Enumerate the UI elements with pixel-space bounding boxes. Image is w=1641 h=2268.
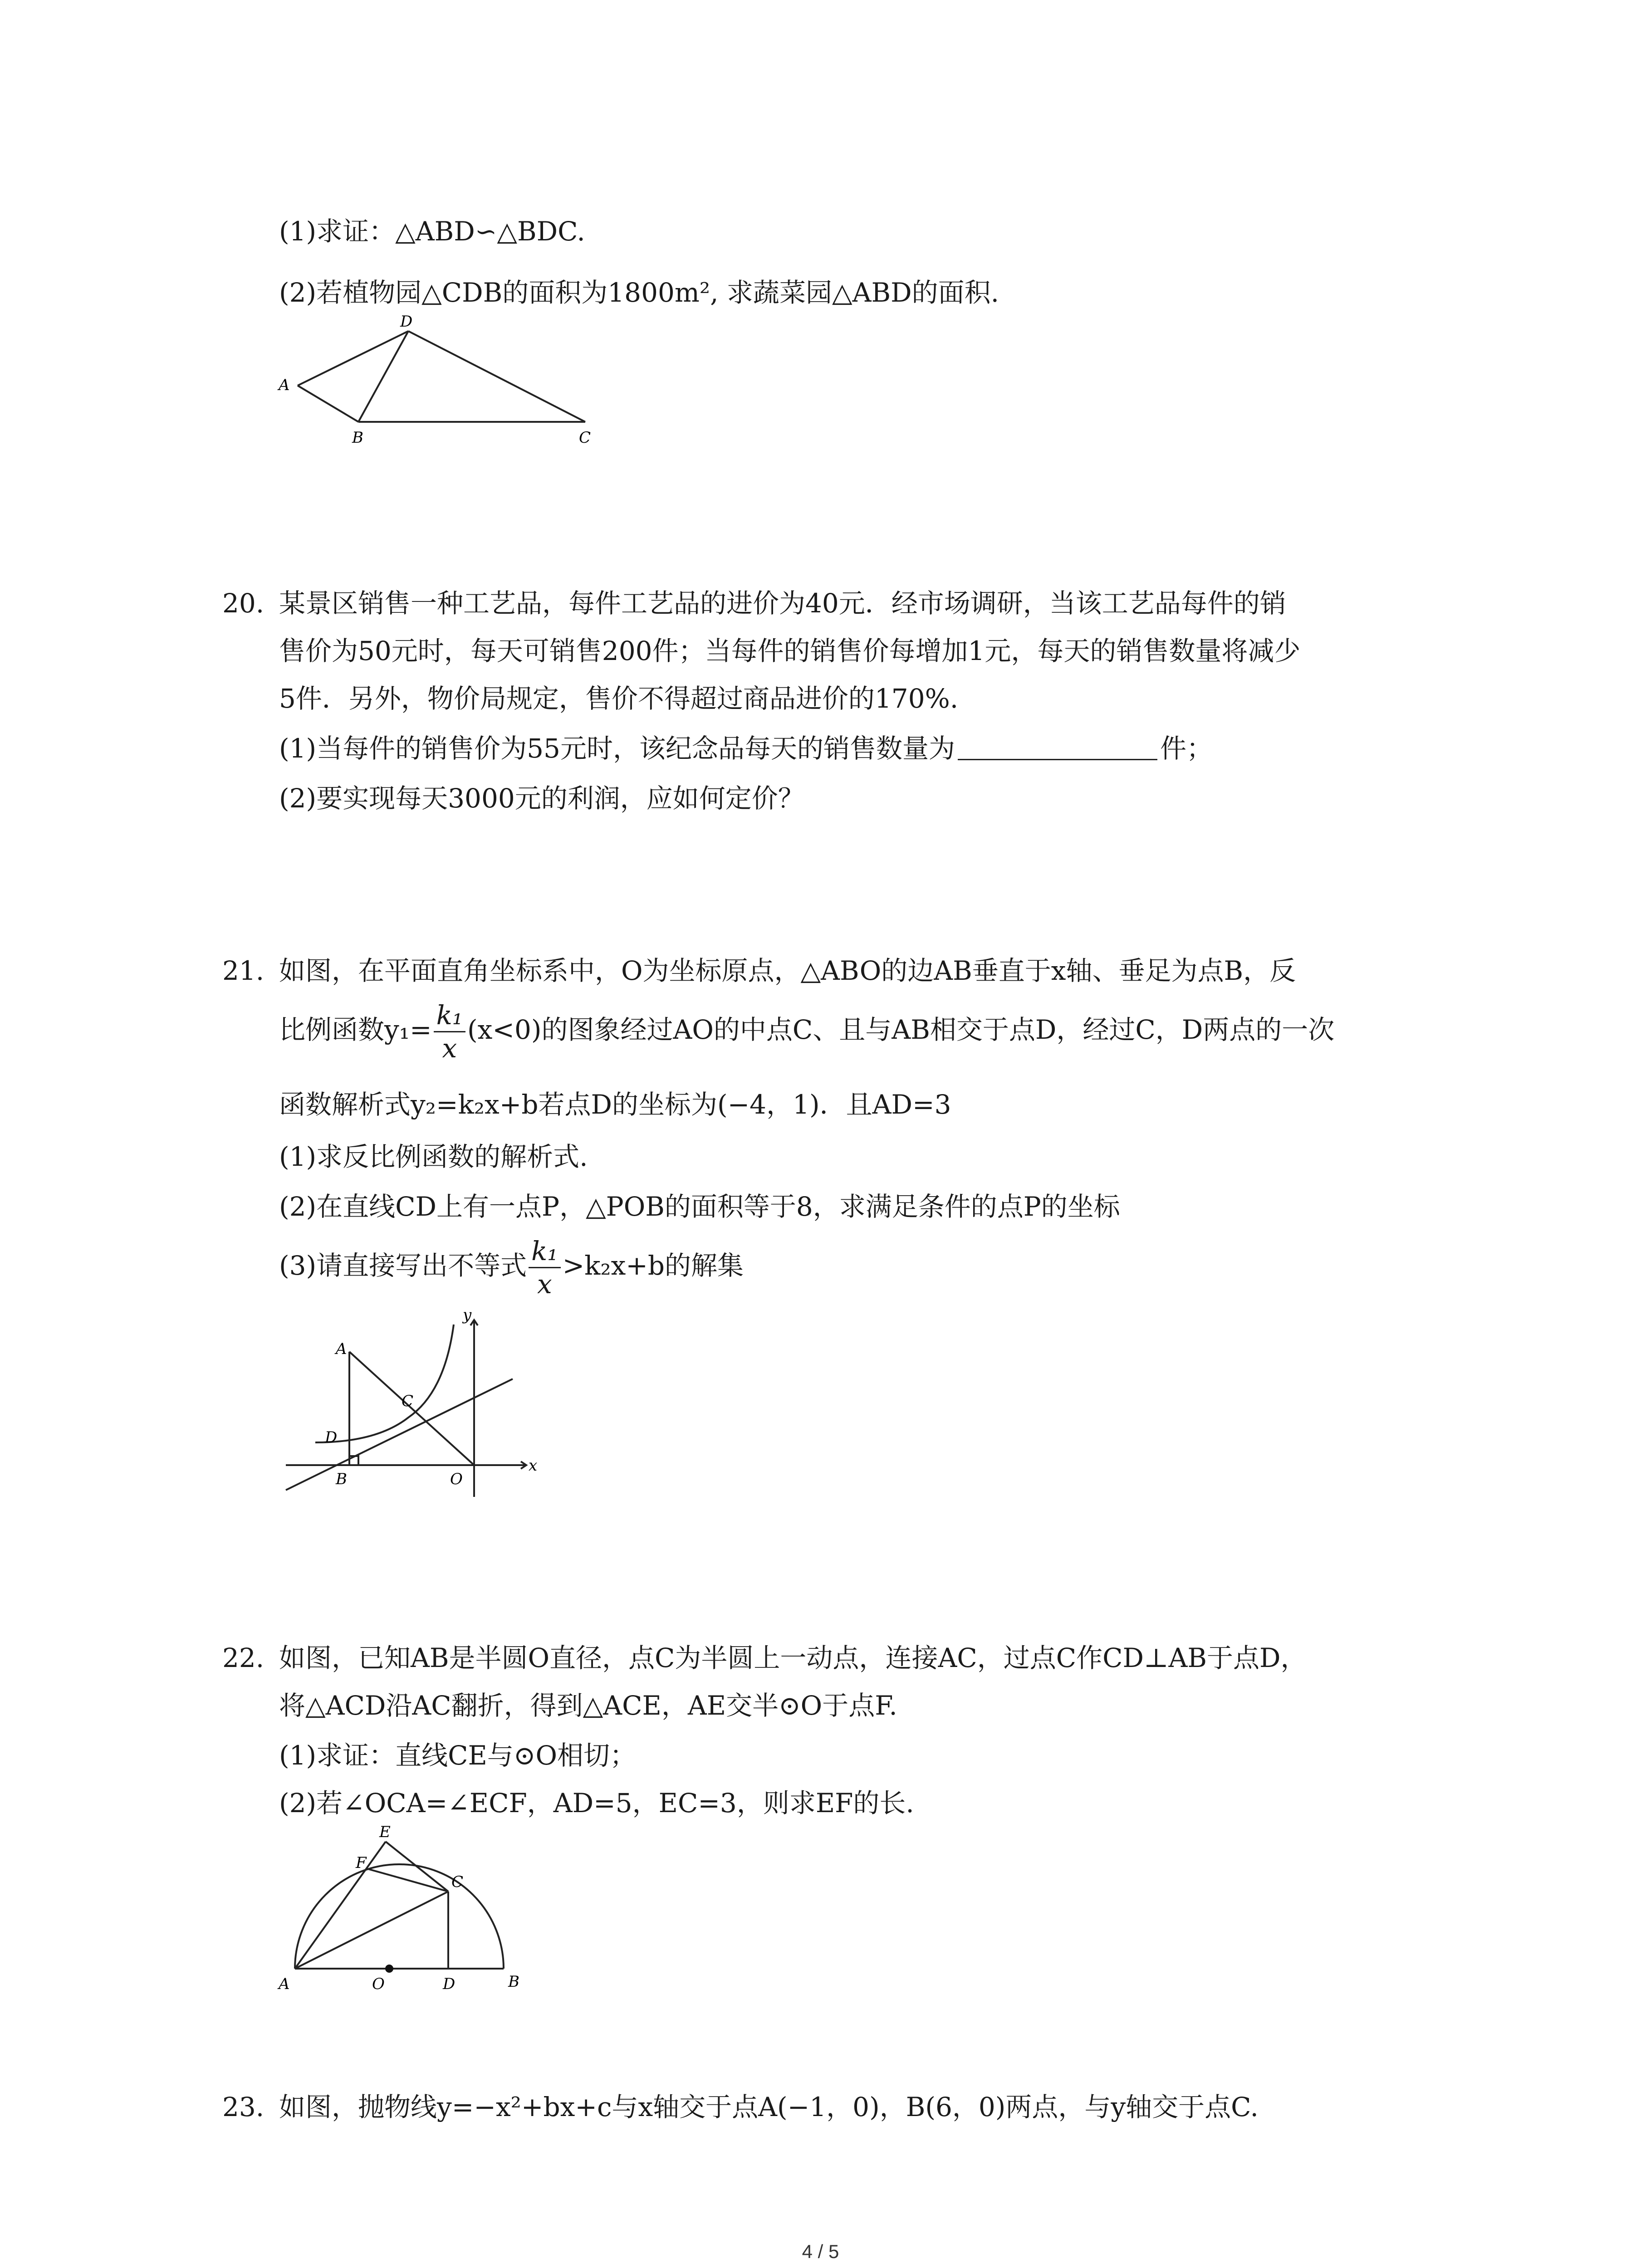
q19-part1: (1)求证：△ABD∽△BDC. (279, 216, 585, 247)
q20-line1: 某景区销售一种工艺品，每件工艺品的进价为40元．经市场调研，当该工艺品每件的销 (279, 588, 1286, 619)
q19-label-b: B (352, 429, 363, 447)
q21-line3: 函数解析式y₂=k₂x+b若点D的坐标为(−4，1)．且AD=3 (279, 1089, 951, 1120)
q22-label-b: B (508, 1973, 519, 1991)
q21-fraction (434, 999, 465, 1064)
q19-figure (272, 308, 617, 454)
q22-part1: (1)求证：直线CE与⊙O相切； (279, 1740, 637, 1771)
q22-figure (272, 1819, 526, 2000)
q19-label-c: C (579, 429, 591, 447)
q22-label-f: F (356, 1854, 367, 1872)
q22-number: 22. (222, 1642, 265, 1673)
q20-number: 20. (222, 588, 265, 619)
q21-line2-end: (x<0)的图象经过AO的中点C、且与AB相交于点D，经过C，D两点的一次 (467, 1014, 1335, 1045)
q21-number: 21. (222, 955, 265, 986)
center-point (385, 1965, 393, 1973)
q22-label-d: D (443, 1975, 456, 1993)
q21-part1: (1)求反比例函数的解析式. (279, 1141, 588, 1172)
q22-part2: (2)若∠OCA=∠ECF，AD=5，EC=3，则求EF的长. (279, 1788, 914, 1818)
q19-label-a: A (279, 376, 290, 394)
fraction-numerator: k₁ (529, 1235, 560, 1268)
page-number: 4 / 5 (802, 2241, 839, 2262)
q20-line2: 售价为50元时，每天可销售200件；当每件的销售价每增加1元，每天的销售数量将减少 (279, 635, 1301, 666)
q20-part1-text: (1)当每件的销售价为55元时，该纪念品每天的销售数量为 (279, 733, 955, 764)
fraction-denominator: x (537, 1269, 552, 1300)
q22-label-o: O (372, 1975, 385, 1993)
q21-part2: (2)在直线CD上有一点P，△POB的面积等于8，求满足条件的点P的坐标 (279, 1191, 1120, 1222)
q22-line2: 将△ACD沿AC翻折，得到△ACE，AE交半⊙O于点F. (279, 1690, 897, 1721)
q21-line2 (279, 998, 1334, 1064)
q22-label-c: C (451, 1873, 464, 1891)
q21-line1: 如图，在平面直角坐标系中，O为坐标原点，△ABO的边AB垂直于x轴、垂足为点B，反 (279, 955, 1296, 986)
q22-line1: 如图，已知AB是半圆O直径，点C为半圆上一动点，连接AC，过点C作CD⊥AB于点D， (279, 1642, 1307, 1673)
q21-fraction-2 (529, 1235, 560, 1300)
q21-label-y: y (463, 1306, 472, 1324)
q21-label-x: x (529, 1457, 538, 1475)
q22-label-e: E (379, 1823, 391, 1841)
q19-label-d: D (400, 313, 413, 331)
q21-label-a: A (336, 1340, 347, 1358)
q23-number: 23. (222, 2092, 265, 2122)
q20-part1 (279, 730, 1213, 767)
q20-line3: 5件．另外，物价局规定，售价不得超过商品进价的170%. (279, 683, 959, 714)
q21-label-o: O (450, 1470, 463, 1488)
q19-part2: (2)若植物园△CDB的面积为1800m², 求蔬菜园△ABD的面积. (279, 277, 999, 308)
q21-label-c: C (402, 1392, 414, 1410)
answer-blank[interactable] (958, 735, 1157, 760)
q21-part3-start: (3)请直接写出不等式 (279, 1250, 527, 1281)
q23-line1: 如图，抛物线y=−x²+bx+c与x轴交于点A(−1，0)，B(6，0)两点，与y轴交于点C. (279, 2092, 1259, 2122)
fraction-numerator: k₁ (434, 999, 465, 1032)
q21-label-b: B (336, 1470, 347, 1488)
q21-part3 (279, 1234, 744, 1300)
q21-label-d: D (325, 1428, 338, 1447)
q21-part3-end: >k₂x+b的解集 (562, 1250, 744, 1281)
q21-line2-start: 比例函数y₁= (279, 1014, 432, 1045)
q20-part1-unit: 件； (1160, 733, 1213, 764)
fraction-denominator: x (442, 1033, 457, 1064)
q22-label-a: A (279, 1975, 290, 1993)
q21-figure (272, 1306, 554, 1506)
q20-part2: (2)要实现每天3000元的利润，应如何定价？ (279, 783, 804, 814)
